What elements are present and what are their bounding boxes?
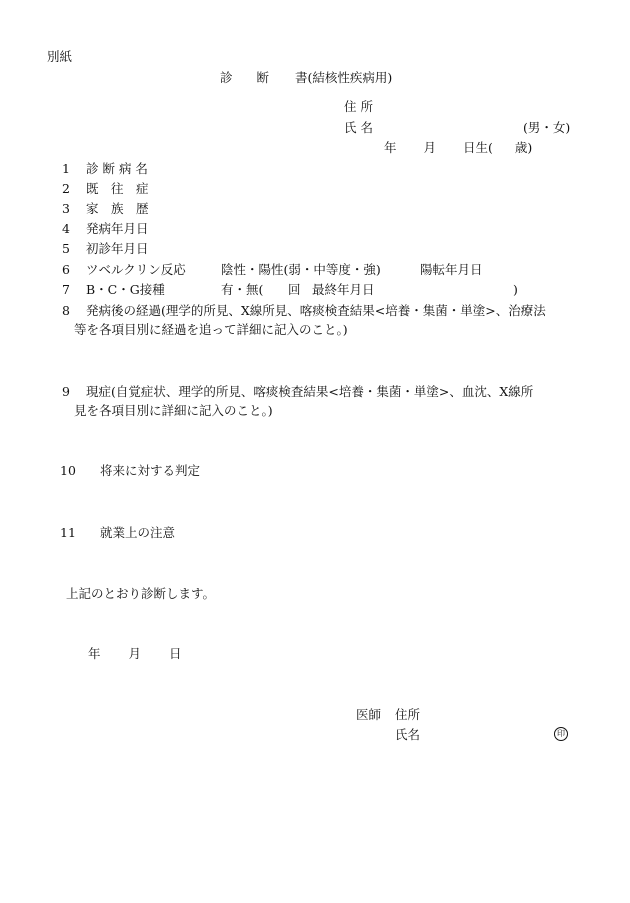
item-10-prognosis: 将来に対する判定 [100,463,201,478]
birth-day-label: 日生( [463,140,493,155]
item-5-first-visit: 初診年月日 [86,241,149,256]
doctor-label: 医師 [356,707,382,722]
issue-date [88,646,182,662]
item-7-yes-no: 有・無( [221,282,264,297]
item-9-num: 9 [62,384,70,399]
patient-address-label: 住 所 [344,99,373,114]
item-1-num: 1 [62,161,70,176]
doctor-name-label: 氏名 [395,727,421,742]
birth-year-label: 年 [384,140,397,155]
item-3-num: 3 [62,201,70,216]
title-char: 書 [295,70,308,85]
item-4-num: 4 [62,221,70,236]
item-9-present-line2: 見を各項目別に詳細に記入のこと。) [74,403,273,418]
issue-month-label: 月 [128,646,142,661]
item-9-present-line1: 現症(自覚症状、理学的所見、喀痰検査結果<培養・集菌・単塗>、血沈、X線所 [86,384,534,399]
item-6-conversion-date: 陽転年月日 [420,262,483,277]
item-7-times: 回 [288,282,301,297]
patient-name-label: 氏 名 [344,120,373,135]
item-7-num: 7 [62,282,70,297]
item-10-num: 10 [60,463,76,478]
seal-mark: 印 [554,727,568,741]
item-6-num: 6 [62,262,70,277]
item-6-result: 陰性・陽性(弱・中等度・強) [221,262,381,277]
patient-gender: (男・女) [523,120,571,135]
item-5-num: 5 [62,241,70,256]
item-6-tuberculin: ツベルクリン反応 [86,262,186,277]
item-8-course-line1: 発病後の経過(理学的所見、X線所見、喀痰検査結果<培養・集菌・単塗>、治療法 [86,303,546,318]
issue-day-label: 日 [169,646,182,661]
attachment-label: 別紙 [47,49,73,64]
item-7-bcg: B・C・G接種 [86,282,165,297]
title-char: 断 [256,70,270,85]
doctor-address-label: 住所 [395,707,421,722]
item-8-course-line2: 等を各項目別に経過を追って詳細に記入のこと。) [74,322,348,337]
item-11-num: 11 [60,525,76,540]
issue-year-label: 年 [88,646,101,661]
item-3-family-history: 家 族 歴 [86,201,149,216]
item-7-last-date: 最終年月日 [312,282,375,297]
title-note: (結核性疾病用) [307,70,393,85]
item-11-work-notes: 就業上の注意 [100,525,176,540]
item-4-onset-date: 発病年月日 [86,221,149,236]
document-title [220,70,392,86]
item-1-diagnosis: 診 断 病 名 [86,161,148,176]
title-char: 診 [220,70,233,85]
item-2-num: 2 [62,181,70,196]
item-2-past-history: 既 往 症 [86,181,149,196]
birth-month-label: 月 [423,140,437,155]
patient-birthdate [384,140,532,156]
age-label: 歳) [514,140,533,155]
diagnosis-statement: 上記のとおり診断します。 [66,586,216,601]
item-8-num: 8 [62,303,70,318]
item-7-close: ) [513,282,518,297]
